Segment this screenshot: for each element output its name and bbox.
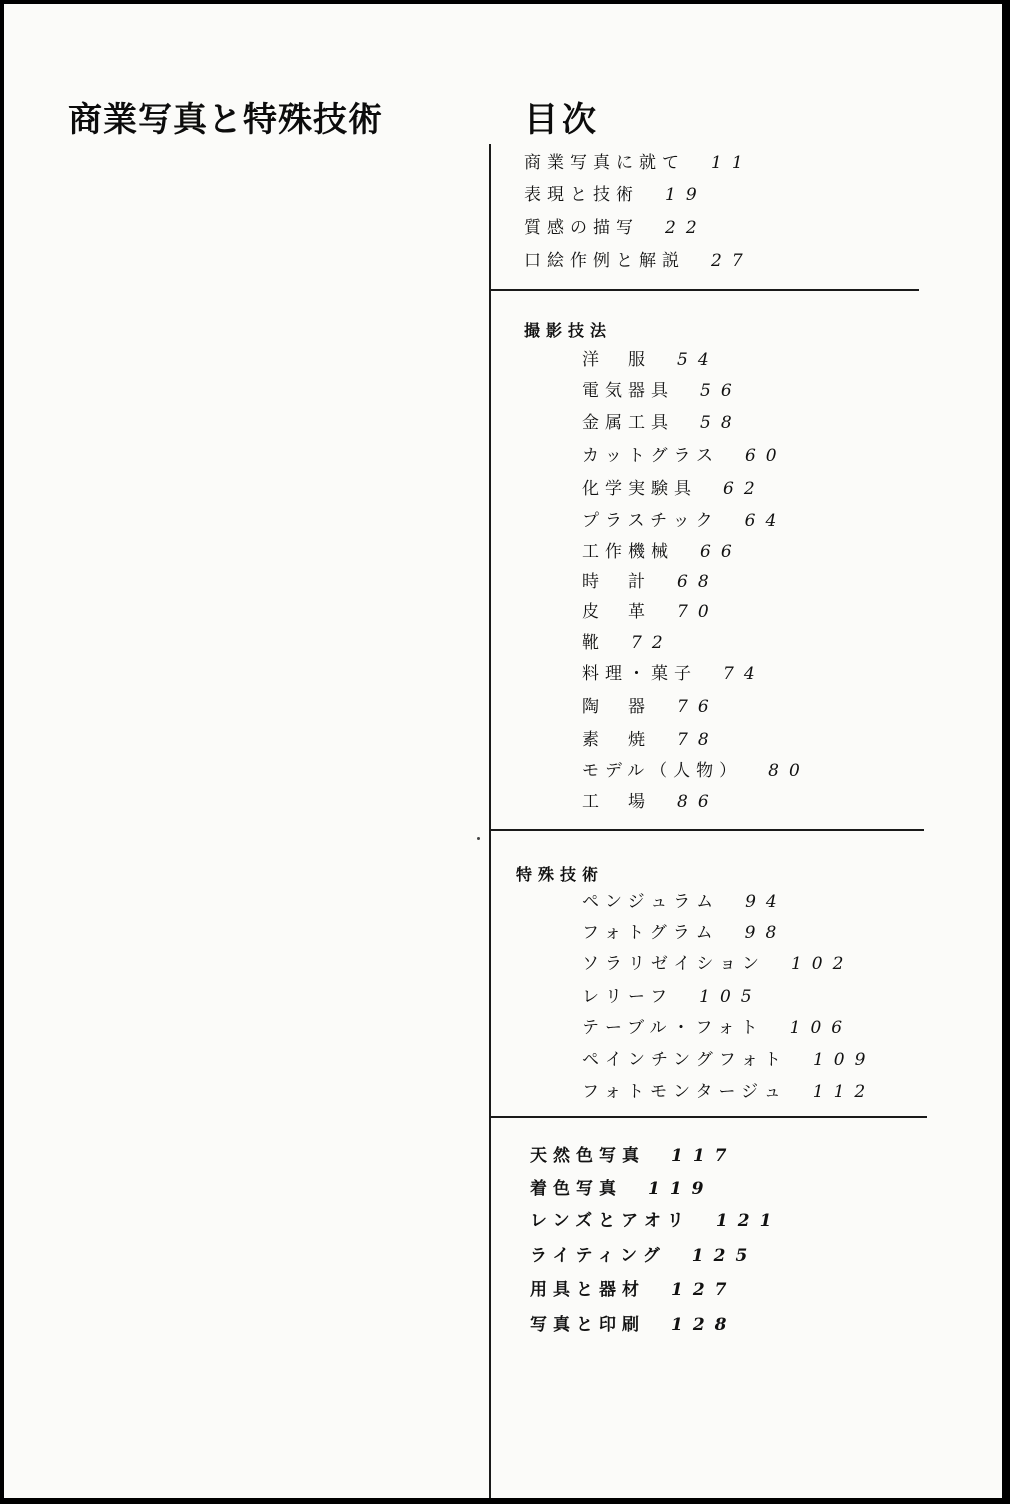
- ink-speck: [477, 837, 480, 840]
- toc-entry: [582, 632, 673, 654]
- entry-page: 54: [677, 350, 719, 370]
- toc-entry: [530, 1245, 757, 1267]
- toc-entry: [524, 250, 753, 272]
- entry-title: 工 場: [582, 792, 651, 812]
- section-divider: [489, 1116, 927, 1118]
- entry-page: 19: [665, 185, 707, 205]
- toc-entry: [582, 760, 810, 782]
- toc-entry: [582, 791, 719, 813]
- entry-page: 98: [744, 923, 787, 943]
- toc-entry: [524, 184, 707, 206]
- entry-title: ソラリゼイション: [582, 954, 765, 974]
- entry-title: ライティング: [530, 1246, 666, 1266]
- entry-page: 78: [677, 730, 719, 750]
- entry-page: 86: [677, 792, 719, 812]
- entry-page: 109: [812, 1050, 876, 1070]
- entry-title: 靴: [582, 633, 605, 653]
- section-divider: [489, 829, 924, 831]
- vertical-divider: [489, 144, 491, 1498]
- entry-title: 口絵作例と解説: [524, 251, 685, 271]
- toc-entry: [582, 1081, 875, 1103]
- entry-title: レリーフ: [582, 987, 674, 1007]
- entry-page: 68: [677, 572, 719, 592]
- toc-entry: [582, 541, 742, 563]
- entry-title: レンズとアオリ: [530, 1211, 690, 1231]
- toc-entry: [530, 1314, 737, 1336]
- toc-entry: [582, 663, 765, 685]
- entry-page: 56: [700, 381, 742, 401]
- entry-title: ペインチングフォト: [582, 1050, 787, 1070]
- toc-heading: 目次: [524, 100, 600, 140]
- toc-entry: [530, 1145, 737, 1167]
- entry-page: 64: [744, 511, 787, 531]
- entry-page: 125: [691, 1246, 758, 1266]
- entry-page: 127: [671, 1280, 737, 1300]
- toc-entry: [582, 953, 853, 975]
- toc-entry: [524, 217, 707, 239]
- toc-entry: [530, 1178, 714, 1200]
- book-title: 商業写真と特殊技術: [68, 100, 383, 140]
- entry-title: カットグラス: [582, 446, 719, 466]
- toc-entry: [582, 601, 719, 623]
- entry-title: 金属工具: [582, 413, 674, 433]
- entry-title: 写真と印刷: [530, 1315, 645, 1335]
- entry-title: 陶 器: [582, 697, 651, 717]
- book-page: [4, 4, 1002, 1498]
- entry-page: 60: [744, 446, 787, 466]
- toc-entry: [530, 1279, 737, 1301]
- toc-entry: [582, 380, 742, 402]
- entry-title: 化学実験具: [582, 479, 697, 499]
- entry-page: 76: [677, 697, 719, 717]
- entry-title: 用具と器材: [530, 1280, 645, 1300]
- entry-page: 119: [648, 1179, 714, 1199]
- entry-title: フォトモンタージュ: [582, 1082, 787, 1102]
- entry-title: ペンジュラム: [582, 892, 720, 912]
- entry-page: 94: [745, 892, 787, 912]
- entry-page: 74: [723, 664, 765, 684]
- entry-page: 106: [789, 1018, 853, 1038]
- entry-page: 80: [768, 761, 810, 781]
- toc-entry: [582, 349, 719, 371]
- entry-title: 表現と技術: [524, 185, 639, 205]
- toc-entry: [582, 922, 786, 944]
- entry-title: 時 計: [582, 572, 651, 592]
- toc-entry: [582, 510, 786, 532]
- toc-entry: [582, 445, 787, 467]
- toc-entry: [582, 478, 765, 500]
- toc-entry: [582, 729, 719, 751]
- entry-page: 27: [711, 251, 753, 271]
- entry-title: 料理・菓子: [582, 664, 697, 684]
- entry-page: 11: [711, 153, 753, 173]
- entry-page: 70: [677, 602, 719, 622]
- entry-page: 58: [700, 413, 742, 433]
- entry-title: 商業写真に就て: [524, 153, 685, 173]
- entry-title: 質感の描写: [524, 218, 639, 238]
- toc-entry: [582, 412, 742, 434]
- entry-title: 洋 服: [582, 350, 651, 370]
- toc-entry: [582, 1017, 852, 1039]
- entry-title: 皮 革: [582, 602, 651, 622]
- entry-title: モデル（人物）: [582, 761, 743, 781]
- entry-page: 66: [700, 542, 742, 562]
- entry-title: 電気器具: [582, 381, 674, 401]
- section-divider: [489, 289, 919, 291]
- entry-page: 112: [812, 1082, 876, 1102]
- toc-entry: [582, 696, 719, 718]
- entry-title: テーブル・フォト: [582, 1018, 764, 1038]
- toc-entry: [582, 986, 762, 1008]
- entry-page: 128: [671, 1315, 737, 1335]
- section-heading-shooting: 撮影技法: [524, 321, 613, 340]
- entry-title: 天然色写真: [530, 1146, 645, 1166]
- toc-entry: [582, 891, 787, 913]
- entry-page: 62: [723, 479, 765, 499]
- entry-page: 102: [790, 954, 854, 974]
- entry-title: 着色写真: [530, 1179, 622, 1199]
- toc-entry: [582, 1049, 875, 1071]
- toc-entry: [524, 152, 753, 174]
- toc-entry: [530, 1210, 781, 1232]
- entry-title: 素 焼: [582, 730, 651, 750]
- entry-page: 72: [631, 633, 673, 653]
- entry-page: 105: [699, 987, 762, 1007]
- entry-title: フォトグラム: [582, 923, 719, 943]
- entry-page: 22: [665, 218, 707, 238]
- entry-page: 121: [715, 1211, 782, 1231]
- toc-entry: [582, 571, 719, 593]
- entry-page: 117: [671, 1146, 737, 1166]
- section-heading-special: 特殊技術: [516, 865, 605, 884]
- entry-title: 工作機械: [582, 542, 674, 562]
- entry-title: プラスチック: [582, 511, 719, 531]
